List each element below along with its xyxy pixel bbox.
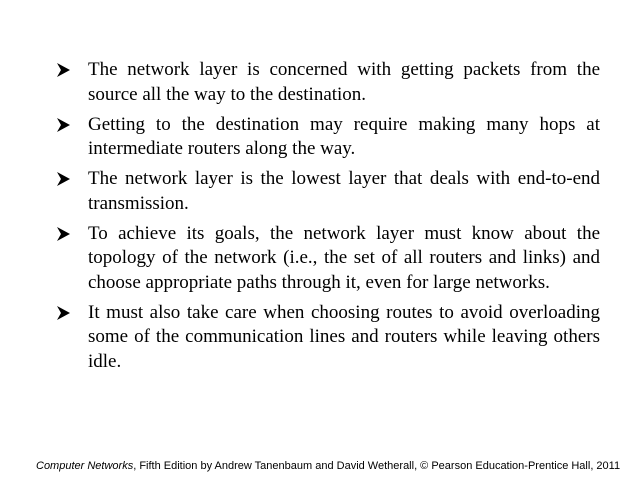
bullet-item	[48, 301, 600, 375]
bullet-text: It must also take care when choosing routes to avoid overloading some of the communication lines and routers while leaving others idle.	[88, 301, 600, 372]
arrowhead-bullet-icon	[53, 167, 73, 191]
bullet-item	[48, 222, 600, 296]
footer-credit: , Fifth Edition by Andrew Tanenbaum and David Wetherall, © Pearson Education-Prentice Hall, 2011	[133, 460, 621, 472]
arrowhead-bullet-icon	[53, 58, 73, 82]
bullet-item	[48, 58, 600, 107]
slide-footer	[36, 460, 621, 473]
arrowhead-bullet-icon	[53, 113, 73, 137]
bullet-item	[48, 113, 600, 162]
bullet-item	[48, 167, 600, 216]
arrowhead-bullet-icon	[53, 222, 73, 246]
bullet-text: The network layer is concerned with getting packets from the source all the way to the destination.	[88, 59, 600, 105]
bullet-text: Getting to the destination may require making many hops at intermediate routers along the way.	[88, 113, 600, 159]
bullet-text: The network layer is the lowest layer that deals with end-to-end transmission.	[88, 168, 600, 214]
bullet-list	[48, 58, 600, 380]
arrowhead-bullet-icon	[53, 301, 73, 325]
bullet-text: To achieve its goals, the network layer must know about the topology of the network (i.e., the set of all routers and links) and choose appropriate paths through it, even for large networks.	[88, 222, 600, 293]
footer-book-title: Computer Networks	[36, 460, 134, 472]
